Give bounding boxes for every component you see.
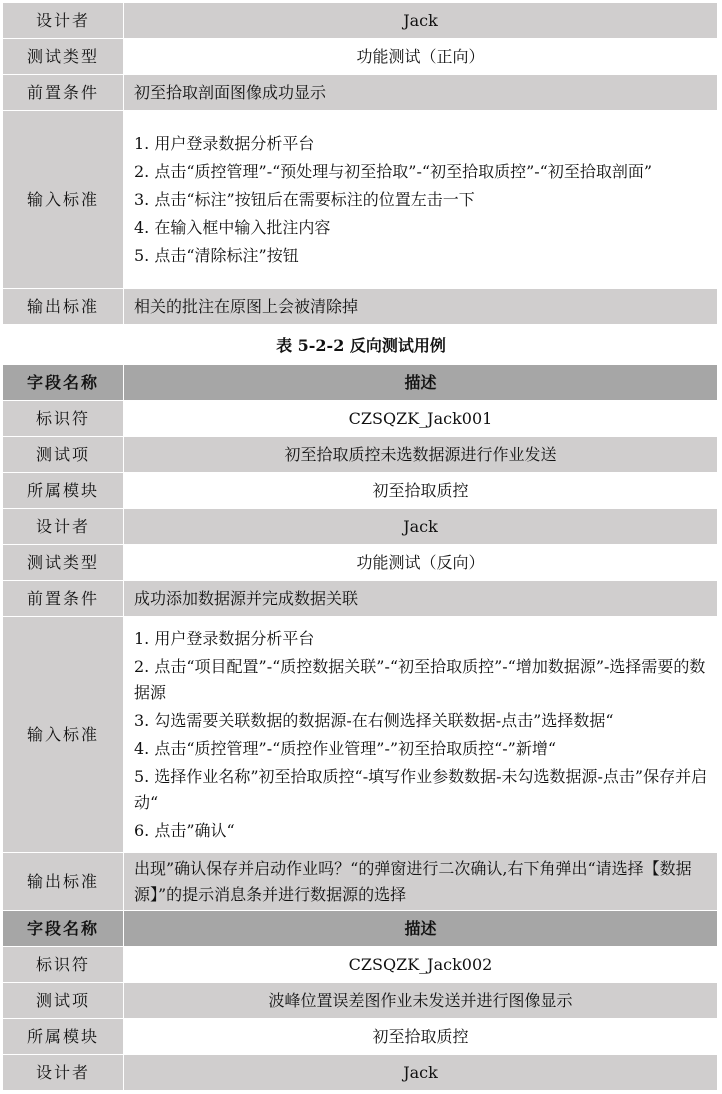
- field-name-cell: 输出标准: [3, 853, 124, 911]
- field-name-cell: 设计者: [3, 509, 124, 545]
- field-name-cell: 标识符: [3, 947, 124, 983]
- field-value-cell: 功能测试（正向）: [124, 39, 718, 75]
- header-field-name: 字段名称: [3, 911, 124, 947]
- field-name-cell: 前置条件: [3, 581, 124, 617]
- input-step: 4. 点击“质控管理”-“质控作业管理”-”初至拾取质控“-”新增“: [134, 738, 557, 758]
- field-name-cell: 所属模块: [3, 473, 124, 509]
- field-value-cell: 相关的批注在原图上会被清除掉: [124, 289, 718, 325]
- field-value-cell: 波峰位置误差图作业未发送并进行图像显示: [124, 983, 718, 1019]
- field-value-cell: Jack: [124, 509, 718, 545]
- field-value-cell: CZSQZK_Jack001: [124, 401, 718, 437]
- input-step: 2. 点击“项目配置”-“质控数据关联”-“初至拾取质控”-“增加数据源”-选择需要的数据源: [134, 656, 706, 702]
- field-name-cell: 测试项: [3, 437, 124, 473]
- field-value-cell: Jack: [124, 1055, 718, 1091]
- field-value-cell: CZSQZK_Jack002: [124, 947, 718, 983]
- input-criteria-list: [124, 617, 718, 853]
- input-step: 1. 用户登录数据分析平台: [134, 628, 315, 648]
- field-value-cell: 初至拾取质控未选数据源进行作业发送: [124, 437, 718, 473]
- field-name-cell: 输出标准: [3, 289, 124, 325]
- input-step: 4. 在输入框中输入批注内容: [134, 217, 331, 237]
- field-name-cell: 输入标准: [3, 617, 124, 853]
- field-value-cell: 初至拾取质控: [124, 473, 718, 509]
- field-name-cell: 前置条件: [3, 75, 124, 111]
- input-step: 5. 选择作业名称”初至拾取质控“-填写作业参数数据-未勾选数据源-点击”保存并启动“: [134, 766, 708, 812]
- field-name-cell: 测试类型: [3, 545, 124, 581]
- table-caption: 表 5-2-2 反向测试用例: [276, 336, 446, 355]
- input-step: 2. 点击“质控管理”-“预处理与初至拾取”-“初至拾取质控”-“初至拾取剖面”: [134, 161, 653, 181]
- input-criteria-list: [124, 111, 718, 289]
- input-step: 3. 点击“标注”按钮后在需要标注的位置左击一下: [134, 189, 475, 209]
- field-value-cell: 出现”确认保存并启动作业吗？“的弹窗进行二次确认,右下角弹出“请选择【数据源】”的提示消息条并进行数据源的选择: [124, 853, 718, 911]
- field-name-cell: 所属模块: [3, 1019, 124, 1055]
- field-value-cell: 功能测试（反向）: [124, 545, 718, 581]
- input-step: 6. 点击”确认“: [134, 820, 235, 840]
- header-description: 描述: [124, 911, 718, 947]
- input-step: 5. 点击“清除标注”按钮: [134, 245, 299, 265]
- field-name-cell: 标识符: [3, 401, 124, 437]
- field-name-cell: 输入标准: [3, 111, 124, 289]
- field-value-cell: 初至拾取剖面图像成功显示: [124, 75, 718, 111]
- test-case-table-continued: [2, 2, 718, 325]
- header-field-name: 字段名称: [3, 365, 124, 401]
- input-step: 1. 用户登录数据分析平台: [134, 133, 315, 153]
- field-name-cell: 设计者: [3, 3, 124, 39]
- header-description: 描述: [124, 365, 718, 401]
- field-value-cell: 初至拾取质控: [124, 1019, 718, 1055]
- negative-test-case-table: [2, 364, 718, 1091]
- field-value-cell: 成功添加数据源并完成数据关联: [124, 581, 718, 617]
- field-value-cell: Jack: [124, 3, 718, 39]
- field-name-cell: 测试项: [3, 983, 124, 1019]
- input-step: 3. 勾选需要关联数据的数据源-在右侧选择关联数据-点击”选择数据“: [134, 710, 614, 730]
- field-name-cell: 设计者: [3, 1055, 124, 1091]
- field-name-cell: 测试类型: [3, 39, 124, 75]
